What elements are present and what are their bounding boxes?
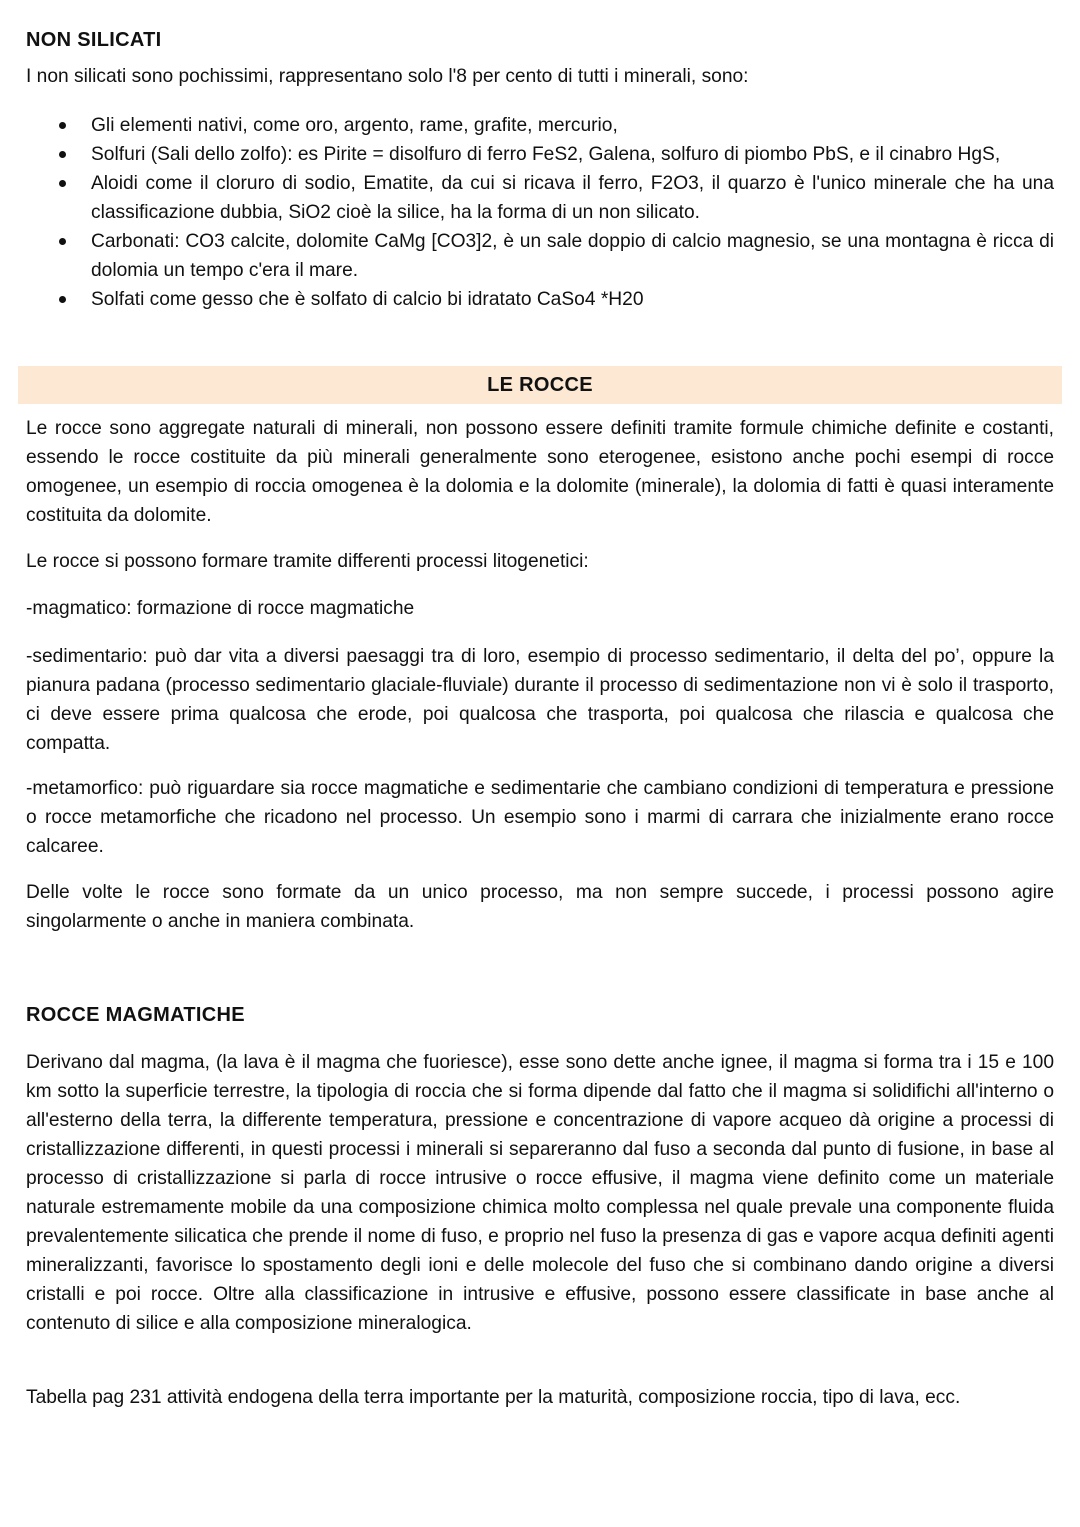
rocce-magmatiche-paragraph: Derivano dal magma, (la lava è il magma che fuoriesce), esse sono dette anche ignee, il magma si forma tra i 15 e 100 km sotto la superficie terrestre, la tipologia di roccia che si forma dipende dal fatto che il magma si solidifichi all'interno o all'esterno della terra, la differente temperatura, pressione e concentrazione di vapore acqueo dà origine a processi di cristallizzazione differenti, in questi processi i minerali si separeranno dal fuso a seconda dal punto di fusione, in base al processo di cristallizzazione si parla di rocce intrusive o rocce effusive, il magma viene definito come un materiale naturale estremamente mobile da una composizione chimica molto complessa nel quale prevale una componente fluida prevalentemente silicatica che prende il nome di fuso, e proprio nel fuso la presenza di gas e vapore acqua definiti agenti mineralizzanti, favorisce lo spostamento degli ioni e delle molecole del fuso che si combinano dando origine a diversi cristalli e poi rocce. Oltre alla classificazione in intrusive e effusive, possono essere classificate in base anche al contenuto di silice e alla composizione mineralogica. [26,1052,1054,1334]
rocce-magmatiche-paragraph: Tabella pag 231 attività endogena della terra importante per la maturità, composizione roccia, tipo di lava, ecc. [26,1387,961,1408]
non-silicati-heading: NON SILICATI [26,29,162,51]
list-item: Gli elementi nativi, come oro, argento, rame, grafite, mercurio, [26,111,1054,140]
non-silicati-list [26,111,1054,314]
le-rocce-paragraph: -magmatico: formazione di rocce magmatiche [26,598,415,619]
le-rocce-paragraph: Delle volte le rocce sono formate da un unico processo, ma non sempre succede, i processi possono agire singolarmente o anche in maniera combinata. [26,882,1054,932]
le-rocce-paragraph: -sedimentario: può dar vita a diversi paesaggi tra di loro, esempio di processo sedimentario, il delta del po’, oppure la pianura padana (processo sedimentario glaciale-fluviale) durante il processo di sedimentazione non vi è solo il trasporto, ci deve essere prima qualcosa che erode, poi qualcosa che trasporta, poi qualcosa che rilascia e qualcosa che compatta. [26,646,1054,754]
le-rocce-paragraph: Le rocce si possono formare tramite differenti processi litogenetici: [26,551,589,572]
list-item: Carbonati: CO3 calcite, dolomite CaMg [CO3]2, è un sale doppio di calcio magnesio, se una montagna è ricca di dolomia un tempo c'era il mare. [26,227,1054,285]
le-rocce-heading: LE ROCCE [487,374,593,396]
list-item: Aloidi come il cloruro di sodio, Ematite, da cui si ricava il ferro, F2O3, il quarzo è l'unico minerale che ha una classificazione dubbia, SiO2 cioè la silice, ha la forma di un non silicato. [26,169,1054,227]
le-rocce-paragraph: -metamorfico: può riguardare sia rocce magmatiche e sedimentarie che cambiano condizioni di temperatura e pressione o rocce metamorfiche che ricadono nel processo. Un esempio sono i marmi di carrara che inizialmente erano rocce calcaree. [26,778,1054,857]
le-rocce-paragraph: Le rocce sono aggregate naturali di minerali, non possono essere definiti tramite formule chimiche definite e costanti, essendo le rocce costituite da più minerali generalmente sono eterogenee, esistono anche pochi esempi di rocce omogenee, un esempio di roccia omogenea è la dolomia e la dolomite (minerale), la dolomia di fatti è quasi interamente costituita da dolomite. [26,418,1054,526]
le-rocce-heading-band [18,366,1062,404]
non-silicati-intro: I non silicati sono pochissimi, rappresentano solo l'8 per cento di tutti i minerali, sono: [26,66,749,87]
list-item: Solfuri (Sali dello zolfo): es Pirite = disolfuro di ferro FeS2, Galena, solfuro di piombo PbS, e il cinabro HgS, [26,140,1054,169]
rocce-magmatiche-heading: ROCCE MAGMATICHE [26,1004,245,1026]
list-item: Solfati come gesso che è solfato di calcio bi idratato CaSo4 *H20 [26,285,1054,314]
